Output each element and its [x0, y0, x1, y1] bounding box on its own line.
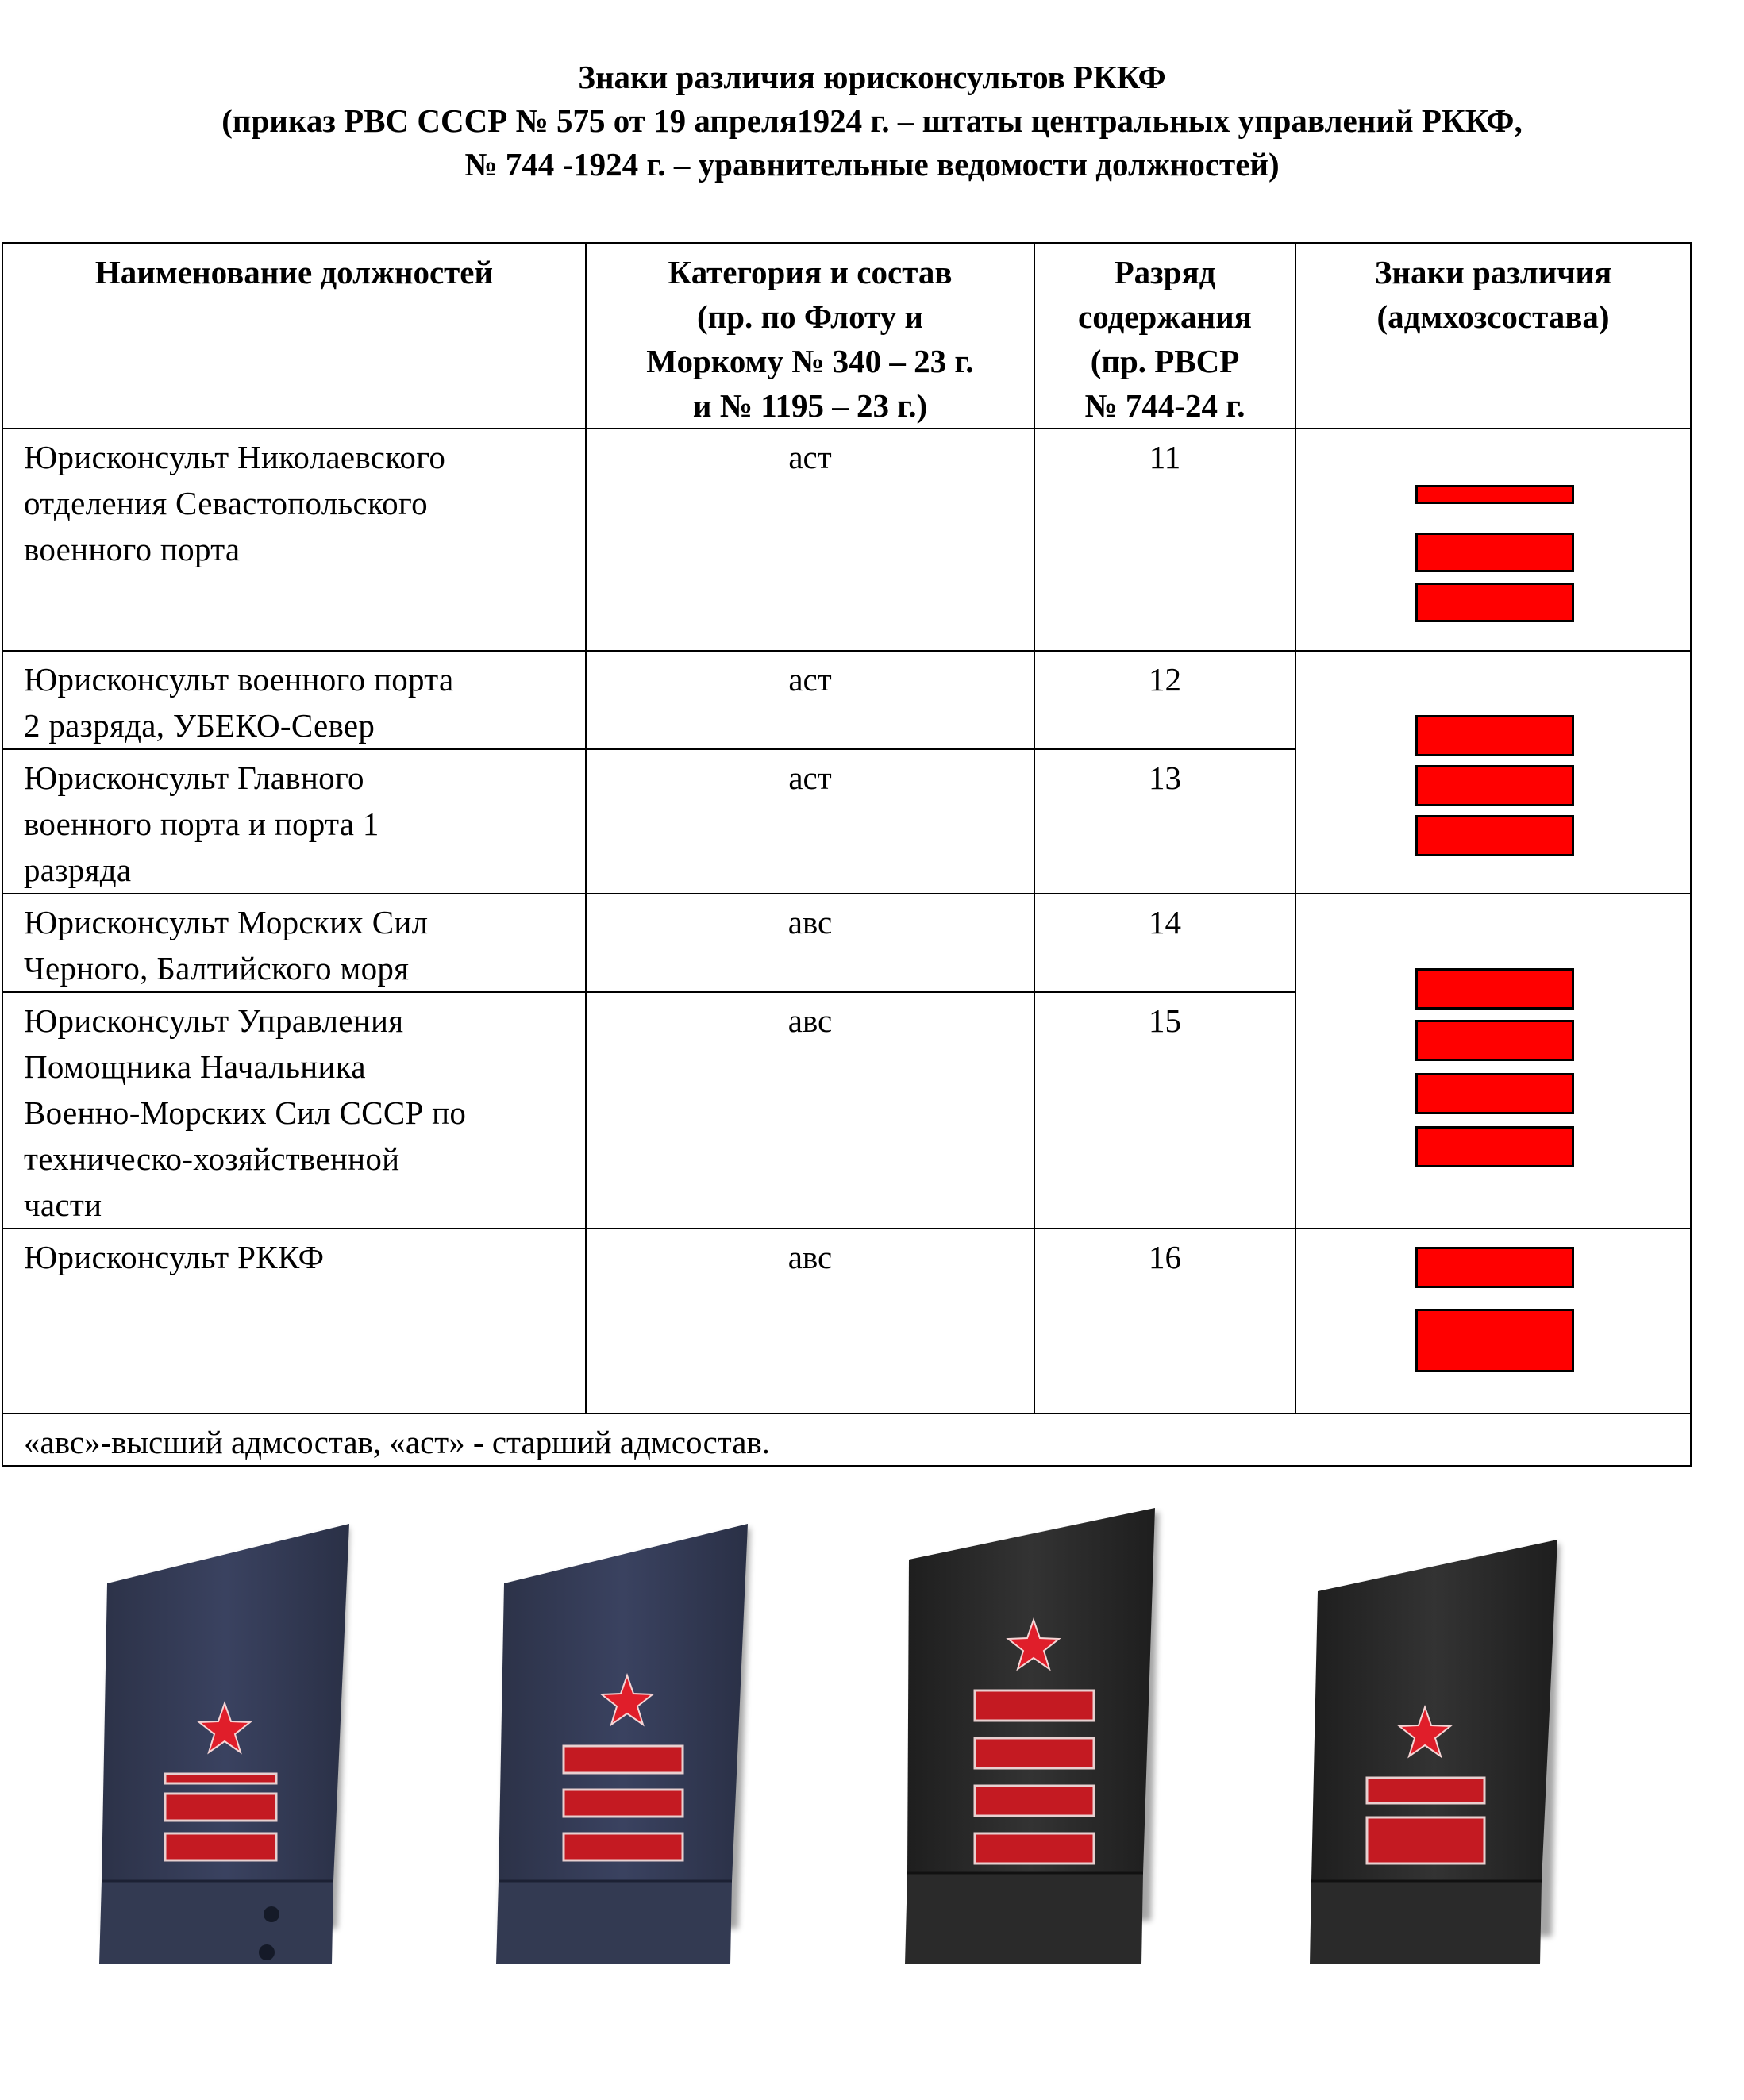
- narrow-stripe: [1415, 485, 1574, 504]
- position-name: Юрисконсульт Николаевского отделения Севастопольского военного порта: [2, 429, 586, 651]
- rank-cell: 14: [1034, 894, 1295, 992]
- category-cell: авс: [586, 992, 1034, 1229]
- rank-cell: 11: [1034, 429, 1295, 651]
- table-row: [2, 894, 1691, 992]
- table-header-row: [2, 243, 1691, 429]
- header-name: Наименование должностей: [2, 243, 586, 429]
- medium-stripe: [1415, 1073, 1574, 1114]
- header-insignia: Знаки различия (адмхозсостава): [1295, 243, 1691, 429]
- title-line-2: (приказ РВС СССР № 575 от 19 апреля1924 г. – штаты центральных управлений РККФ,: [221, 102, 1523, 139]
- category-cell: авс: [586, 1229, 1034, 1413]
- category-cell: аст: [586, 429, 1034, 651]
- header-category: Категория и состав (пр. по Флоту и Моркому № 340 – 23 г. и № 1195 – 23 г.): [586, 243, 1034, 429]
- position-name: Юрисконсульт РККФ: [2, 1229, 586, 1413]
- footnote: «авс»-высший адмсостав, «аст» - старший адмсостав.: [2, 1413, 1691, 1466]
- narrow-stripe: [165, 1774, 276, 1783]
- medium-stripe: [165, 1833, 276, 1860]
- table-row: [2, 429, 1691, 651]
- medium-stripe: [975, 1786, 1094, 1816]
- medium-stripe: [564, 1833, 683, 1860]
- rank-cell: 12: [1034, 651, 1295, 749]
- table-row: [2, 1229, 1691, 1413]
- rank-cell: 13: [1034, 749, 1295, 894]
- medium-stripe: [1415, 715, 1574, 756]
- insignia-cell: [1295, 894, 1691, 1229]
- position-name: Юрисконсульт Управления Помощника Начальника Военно-Морских Сил СССР по техническо-хозяйственной части: [2, 992, 586, 1229]
- footnote-row: [2, 1413, 1691, 1466]
- medium-stripe: [975, 1833, 1094, 1863]
- sleeve-4: [1310, 1540, 1560, 1964]
- position-name: Юрисконсульт военного порта 2 разряда, УБЕКО-Север: [2, 651, 586, 749]
- sleeve-2: [496, 1524, 750, 1964]
- medium-stripe: [975, 1690, 1094, 1721]
- insignia-cell: [1295, 1229, 1691, 1413]
- rank-cell: 15: [1034, 992, 1295, 1229]
- table-row: [2, 651, 1691, 749]
- title-line-1: Знаки различия юрисконсультов РККФ: [578, 59, 1166, 95]
- wide-stripe: [1367, 1817, 1484, 1863]
- medium-stripe: [1415, 583, 1574, 622]
- rank-cell: 16: [1034, 1229, 1295, 1413]
- insignia-table: [2, 242, 1692, 1467]
- position-name: Юрисконсульт Морских Сил Черного, Балтийского моря: [2, 894, 586, 992]
- medium-stripe: [1415, 765, 1574, 806]
- medium-stripe: [1415, 815, 1574, 856]
- sleeve-1: [99, 1524, 349, 1964]
- medium-stripe: [564, 1790, 683, 1817]
- medium-stripe: [975, 1738, 1094, 1768]
- header-rank: Разряд содержания (пр. РВСР № 744-24 г.: [1034, 243, 1295, 429]
- medium-stripe: [1367, 1778, 1484, 1803]
- medium-stripe: [1415, 533, 1574, 572]
- document-title: [0, 56, 1744, 187]
- medium-stripe: [1415, 1126, 1574, 1167]
- sleeve-3: [905, 1508, 1159, 1964]
- medium-stripe: [1415, 968, 1574, 1010]
- category-cell: авс: [586, 894, 1034, 992]
- position-name: Юрисконсульт Главного военного порта и порта 1 разряда: [2, 749, 586, 894]
- category-cell: аст: [586, 651, 1034, 749]
- medium-stripe: [1415, 1020, 1574, 1061]
- medium-stripe: [564, 1746, 683, 1773]
- insignia-cell: [1295, 651, 1691, 894]
- medium-stripe: [165, 1794, 276, 1821]
- medium-stripe: [1415, 1247, 1574, 1288]
- category-cell: аст: [586, 749, 1034, 894]
- insignia-cell: [1295, 429, 1691, 651]
- wide-stripe: [1415, 1309, 1574, 1372]
- sleeve-illustrations: [0, 1508, 1744, 2000]
- title-line-3: № 744 -1924 г. – уравнительные ведомости должностей): [464, 146, 1280, 183]
